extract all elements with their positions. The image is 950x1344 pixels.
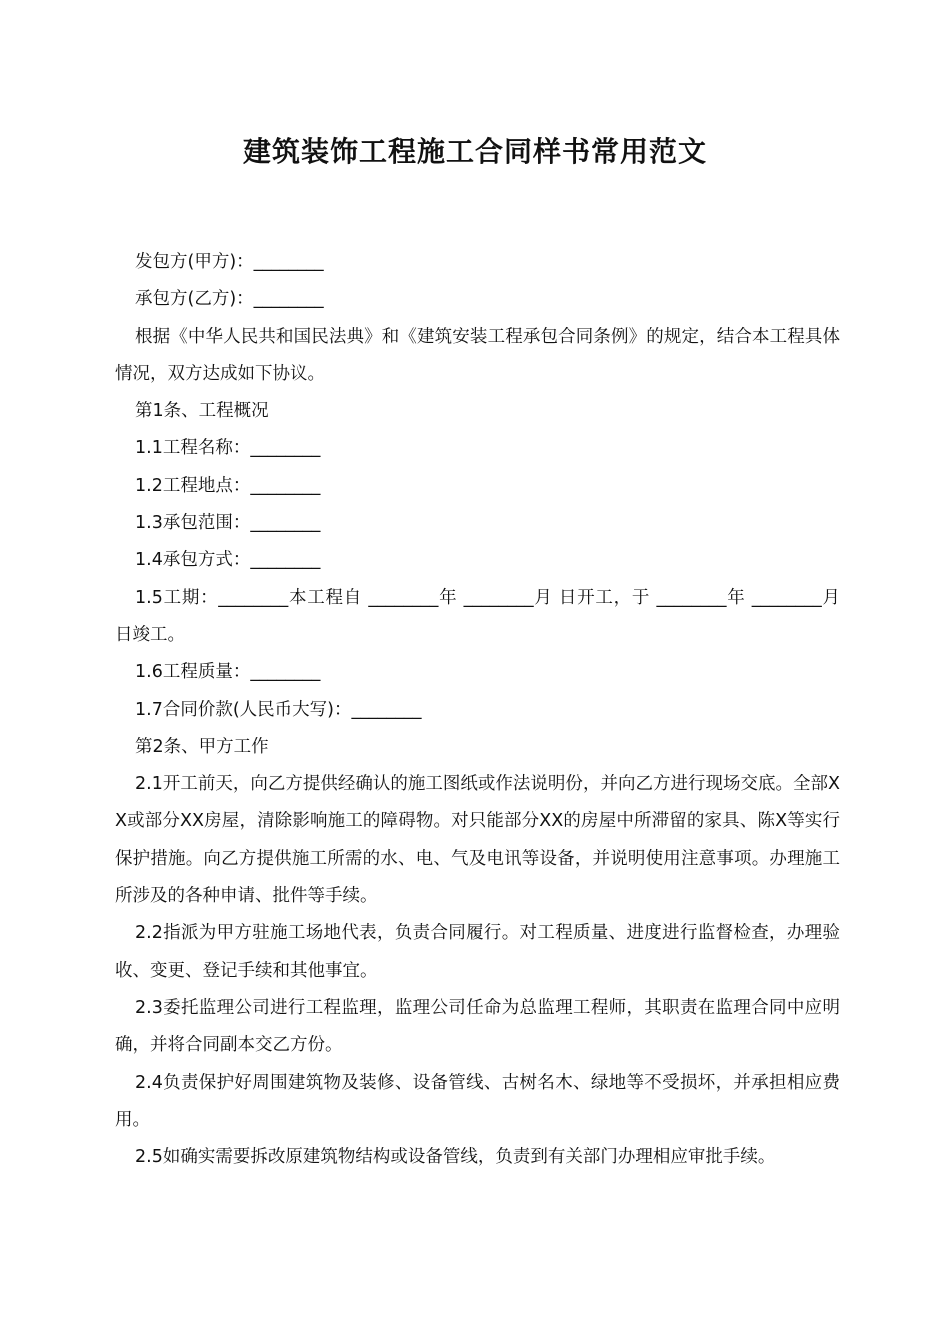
party-b-line: 承包方(乙方)：________	[135, 289, 324, 310]
clause-1-3: 1.3承包范围：________	[135, 513, 321, 534]
document-body	[115, 244, 846, 1176]
clause-1-2: 1.2工程地点：________	[135, 475, 321, 496]
clause-2-2: 2.2指派为甲方驻施工场地代表，负责合同履行。对工程质量、进度进行监督检查，办理验收、变更、登记手续和其他事宜。	[115, 923, 840, 981]
clause-1-5: 1.5工期：________本工程自 ________年 ________月 日开工，于 ________年 ________月 日竣工。	[115, 587, 846, 645]
document-title: 建筑装饰工程施工合同样书常用范文	[242, 135, 707, 168]
article-2-heading: 第2条、甲方工作	[135, 736, 269, 757]
clause-1-1: 1.1工程名称：________	[135, 438, 321, 459]
article-1-heading: 第1条、工程概况	[135, 401, 269, 422]
clause-1-6: 1.6工程质量：________	[135, 662, 321, 683]
clause-1-7: 1.7合同价款(人民币大写)：________	[135, 699, 422, 720]
party-a-line: 发包方(甲方)：________	[135, 252, 324, 272]
clause-1-4: 1.4承包方式：________	[135, 550, 321, 571]
clause-2-5: 2.5如确实需要拆改原建筑物结构或设备管线，负责到有关部门办理相应审批手续。	[135, 1147, 776, 1168]
clause-2-1: 2.1开工前天，向乙方提供经确认的施工图纸或作法说明份，并向乙方进行现场交底。全部XX或部分XX房屋，清除影响施工的障碍物。对只能部分XX的房屋中所滞留的家具、陈X等实行保护措施。向乙方提供施工所需的水、电、气及电讯等设备，并说明使用注意事项。办理施工所涉及的各种申请、批件等手续。	[115, 774, 840, 907]
clause-2-4: 2.4负责保护好周围建筑物及装修、设备管线、古树名木、绿地等不受损坏，并承担相应费用。	[115, 1072, 840, 1130]
clause-2-3: 2.3委托监理公司进行工程监理，监理公司任命为总监理工程师，其职责在监理合同中应明确，并将合同副本交乙方份。	[115, 997, 840, 1056]
preamble-paragraph: 根据《中华人民共和国民法典》和《建筑安装工程承包合同条例》的规定，结合本工程具体情况，双方达成如下协议。	[115, 326, 840, 384]
